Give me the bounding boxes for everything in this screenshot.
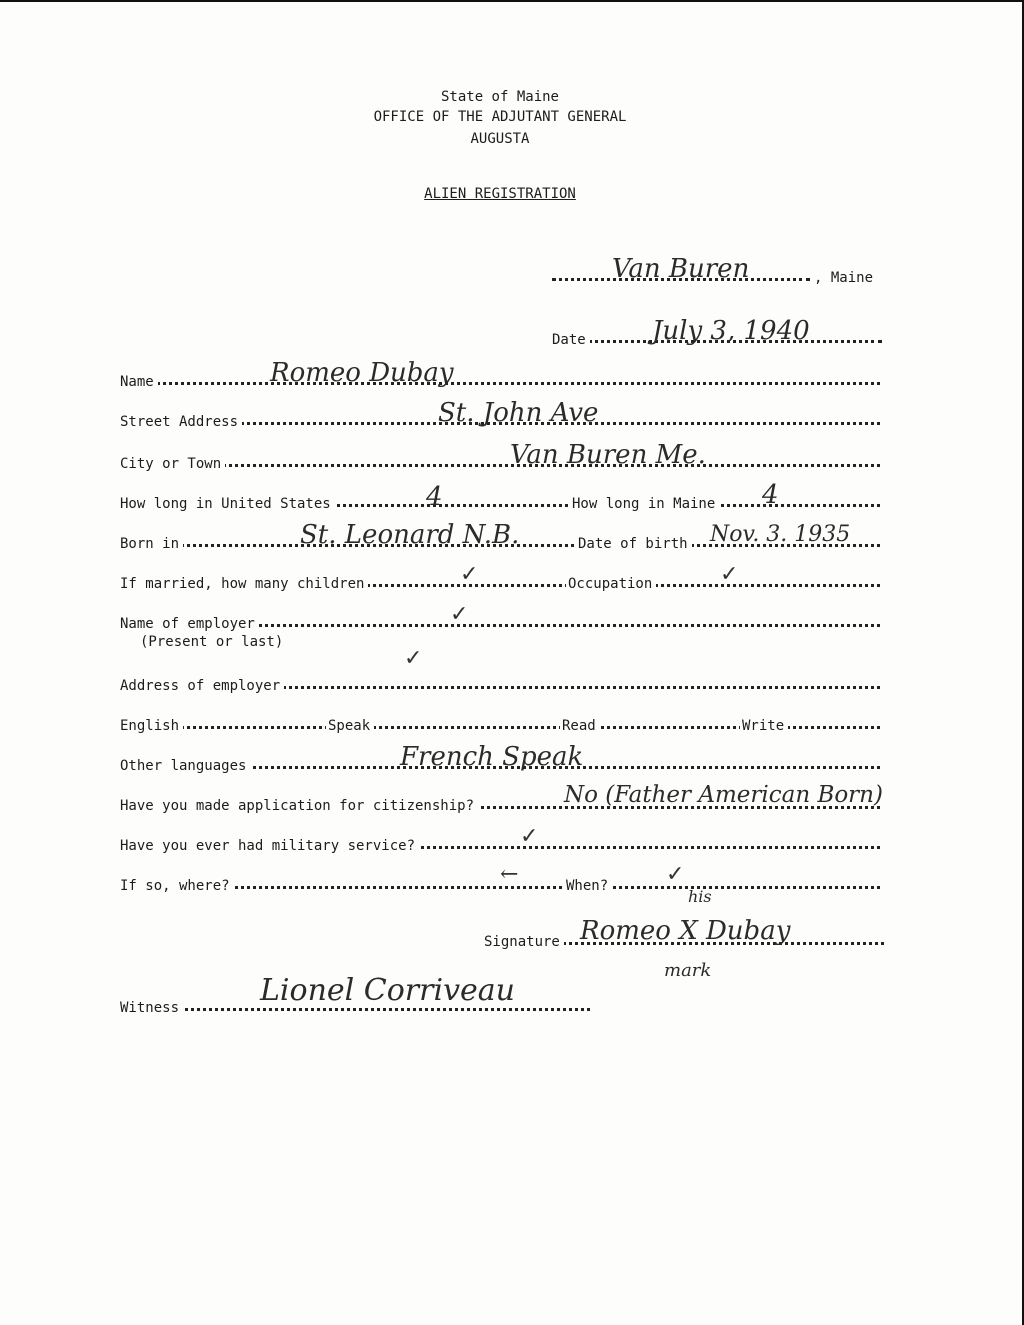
city-value: Van Buren Me. [510,440,706,470]
speak-label: Speak [326,716,374,736]
date-row [552,316,882,350]
city-label: City or Town [120,454,225,474]
dob-label: Date of birth [576,534,692,554]
employer-address-value: ✓ [404,646,423,671]
where-row [120,862,880,896]
other-lang-value: French Speak [400,742,584,772]
signature-label: Signature [484,932,564,952]
how-long-row [120,480,880,514]
dob-value: Nov. 3. 1935 [710,522,851,547]
date-value: July 3, 1940 [652,316,810,346]
when-label: When? [564,876,612,896]
children-label: If married, how many children [120,574,368,594]
signature-his: his [688,887,712,906]
place-town-value: Van Buren [612,254,750,284]
how-long-us-value: 4 [426,482,443,512]
employer-sub-label: (Present or last) [140,634,284,650]
employer-label: Name of employer [120,614,259,634]
born-row [120,520,880,554]
how-long-me-label: How long in Maine [570,494,719,514]
where-label: If so, where? [120,876,234,896]
place-state-label: , Maine [814,268,877,288]
military-row [120,824,880,856]
children-row [120,562,880,594]
citizenship-row [120,782,883,816]
citizenship-value: No (Father American Born) [564,782,883,808]
citizenship-label: Have you made application for citizenship? [120,796,478,816]
where-value: ← [500,862,519,887]
born-in-value: St. Leonard N.B. [300,520,520,550]
read-label: Read [560,716,600,736]
how-long-me-value: 4 [762,480,779,510]
form-title: ALIEN REGISTRATION [424,186,576,202]
born-in-label: Born in [120,534,183,554]
employer-address-row [120,646,880,696]
signature-value: Romeo X Dubay [580,916,791,946]
employer-value: ✓ [450,602,469,627]
header-city: AUGUSTA [470,131,530,147]
signature-row [484,916,884,952]
employer-address-label: Address of employer [120,676,284,696]
place-row [552,254,882,288]
other-lang-label: Other languages [120,756,250,776]
name-row [120,358,880,392]
witness-label: Witness [120,998,183,1018]
signature-mark: mark [664,960,712,981]
name-value: Romeo Dubay [270,358,454,388]
occupation-label: Occupation [566,574,656,594]
when-value: ✓ [666,862,685,887]
children-value: ✓ [460,562,479,587]
other-lang-row [120,742,880,776]
date-label: Date [552,330,590,350]
employer-row [120,602,880,634]
street-value: St. John Ave [438,398,599,428]
how-long-us-label: How long in United States [120,494,335,514]
dotted-line [120,1008,590,1011]
occupation-value: ✓ [720,562,739,587]
military-value: ✓ [520,824,539,849]
street-label: Street Address [120,412,242,432]
write-label: Write [740,716,788,736]
city-row [120,440,880,474]
header-state: State of Maine [440,89,559,105]
english-label: English [120,716,183,736]
name-label: Name [120,372,158,392]
witness-value: Lionel Corriveau [260,973,515,1008]
dotted-line [120,464,880,467]
english-row [120,716,880,736]
military-label: Have you ever had military service? [120,836,419,856]
scan-border-top [0,0,1024,2]
witness-row [120,973,590,1018]
dotted-line [120,382,880,385]
header-office: OFFICE OF THE ADJUTANT GENERAL [373,109,627,125]
street-row [120,398,880,432]
